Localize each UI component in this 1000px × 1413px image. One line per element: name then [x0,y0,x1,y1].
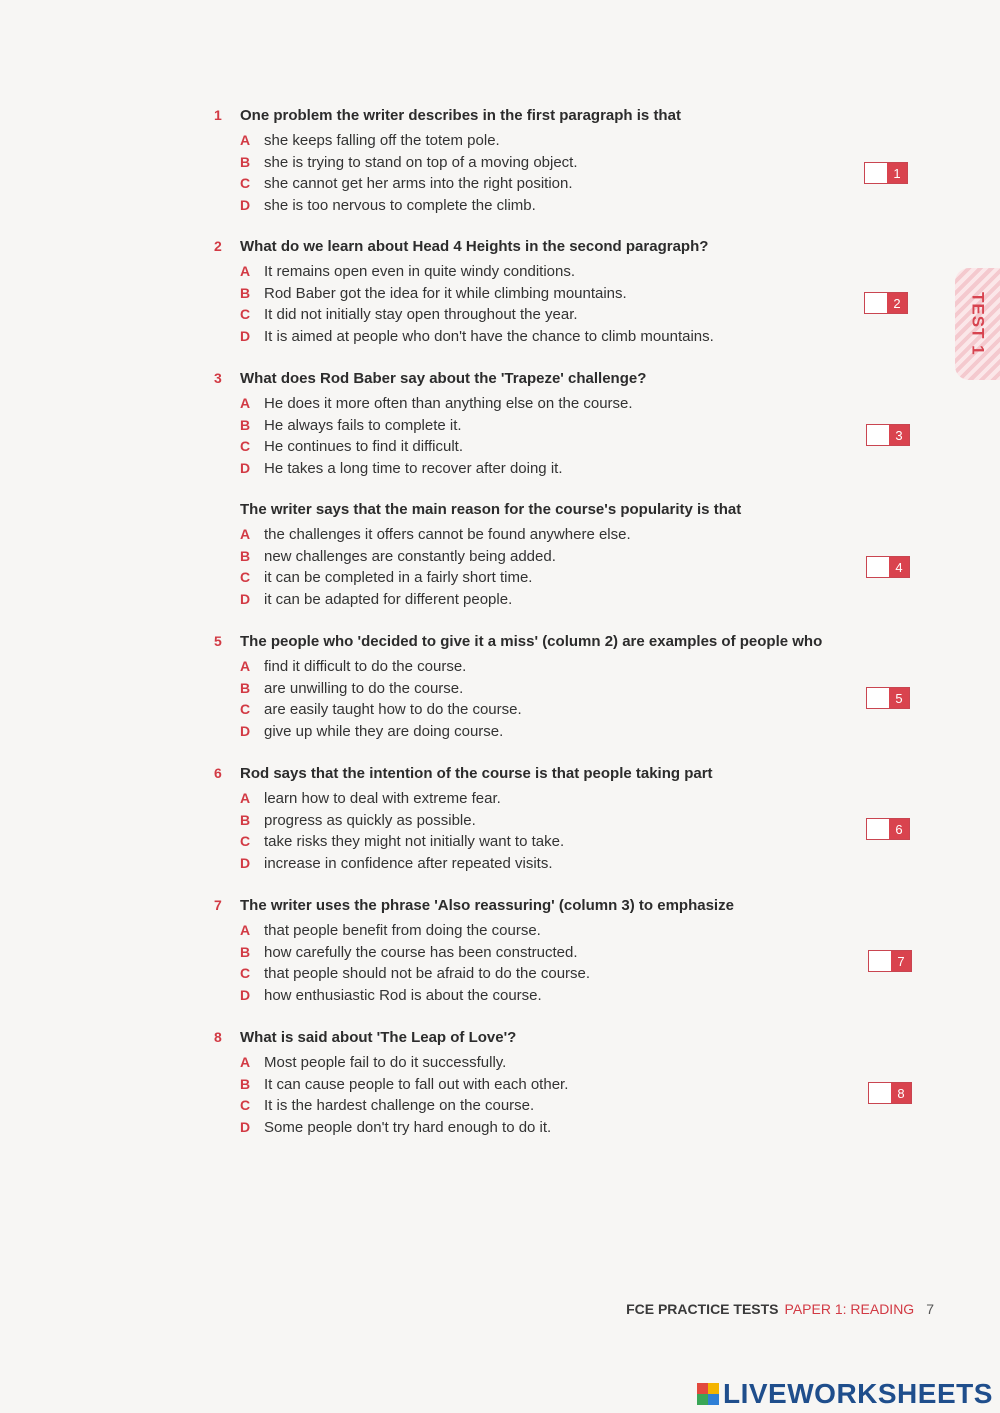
option-c [240,701,854,723]
option-letter: C [240,438,251,454]
option-list [214,132,854,218]
option-b [240,285,854,307]
option-text: how enthusiastic Rod is about the course. [264,986,542,1004]
option-d [240,591,854,613]
option-text: that people should not be afraid to do the course. [264,965,591,982]
option-text: are easily taught how to do the course. [264,701,522,718]
option-text: how carefully the course has been constructed. [264,943,578,961]
option-letter: A [240,922,251,938]
question-4 [214,501,854,612]
option-a [240,790,854,812]
answer-input-7[interactable] [869,951,891,971]
option-a [240,132,854,154]
option-text: Some people don't try hard enough to do it. [264,1118,552,1136]
answer-box-4 [866,556,910,578]
answer-box-7 [868,950,912,972]
option-d [240,855,854,877]
option-list [214,395,854,481]
question-number: 1 [214,107,222,123]
option-letter: C [240,175,251,191]
option-letter: D [240,196,251,213]
option-letter: B [240,1075,251,1092]
answer-box-5 [866,687,910,709]
question-stem [214,501,854,518]
option-list [214,263,854,349]
option-letter: C [240,306,251,322]
option-text: that people benefit from doing the course. [264,922,541,939]
answer-number-label: 8 [891,1083,911,1103]
option-letter: B [240,679,251,696]
option-c [240,965,854,987]
question-number: 2 [214,238,222,254]
side-tab-label: TEST 1 [968,292,988,356]
option-b [240,548,854,570]
option-letter: D [240,854,251,871]
option-letter: A [240,526,251,542]
option-letter: D [240,722,251,739]
answer-box-8 [868,1082,912,1104]
question-number: 5 [214,633,222,649]
option-list [214,922,854,1008]
question-text: The writer says that the main reason for the course's popularity is that [240,501,742,518]
option-text: He continues to find it difficult. [264,438,463,455]
question-5 [214,633,854,744]
question-number: 3 [214,370,222,386]
option-letter: B [240,943,251,960]
logo-square [697,1394,708,1405]
option-a [240,263,854,285]
question-text: The people who 'decided to give it a miss' (column 2) are examples of people who [240,633,823,650]
option-text: He takes a long time to recover after doing it. [264,459,563,477]
question-stem [214,897,854,914]
option-text: take risks they might not initially want to take. [264,833,565,850]
option-b [240,944,854,966]
option-a [240,922,854,944]
option-text: it can be completed in a fairly short time. [264,569,533,586]
logo-square [708,1394,719,1405]
answer-input-2[interactable] [865,293,887,313]
question-text: Rod says that the intention of the course is that people taking part [240,765,713,782]
option-letter: C [240,701,251,717]
question-stem [214,107,854,124]
option-text: increase in confidence after repeated visits. [264,854,553,872]
liveworksheets-brand [697,1378,993,1410]
option-text: give up while they are doing course. [264,722,504,740]
option-letter: B [240,284,251,301]
option-a [240,526,854,548]
option-letter: A [240,263,251,279]
question-number: 7 [214,897,222,913]
option-a [240,658,854,680]
option-list [214,1054,854,1140]
liveworksheets-logo-icon [697,1383,719,1405]
brand-text: LIVEWORKSHEETS [723,1378,993,1409]
option-list [214,790,854,876]
question-stem [214,1029,854,1046]
option-d [240,1119,854,1141]
option-text: she is too nervous to complete the climb. [264,196,536,214]
answer-number-label: 2 [887,293,907,313]
option-list [214,526,854,612]
option-d [240,460,854,482]
option-letter: A [240,790,251,806]
option-letter: A [240,132,251,148]
test-side-tab [955,268,1000,380]
option-text: she keeps falling off the totem pole. [264,132,500,149]
option-c [240,438,854,460]
answer-box-1 [864,162,908,184]
option-text: progress as quickly as possible. [264,811,476,829]
option-b [240,1076,854,1098]
option-d [240,987,854,1009]
option-d [240,723,854,745]
option-c [240,175,854,197]
answer-box-6 [866,818,910,840]
option-b [240,417,854,439]
option-letter: B [240,547,251,564]
question-1 [214,107,854,218]
option-text: Rod Baber got the idea for it while climbing mountains. [264,284,627,302]
option-text: It can cause people to fall out with each other. [264,1075,569,1093]
option-letter: C [240,1097,251,1113]
question-text: What do we learn about Head 4 Heights in the second paragraph? [240,238,709,255]
question-stem [214,238,854,255]
question-text: What does Rod Baber say about the 'Trapeze' challenge? [240,370,647,387]
question-stem [214,765,854,782]
answer-number-label: 4 [889,557,909,577]
question-8 [214,1029,854,1140]
option-text: it can be adapted for different people. [264,590,513,608]
question-2 [214,238,854,349]
option-text: learn how to deal with extreme fear. [264,790,501,807]
option-text: He always fails to complete it. [264,416,462,434]
answer-box-2 [864,292,908,314]
option-letter: C [240,569,251,585]
option-text: she is trying to stand on top of a moving object. [264,153,578,171]
option-list [214,658,854,744]
option-letter: B [240,416,251,433]
answer-number-label: 5 [889,688,909,708]
option-letter: A [240,395,251,411]
option-letter: A [240,658,251,674]
option-text: new challenges are constantly being added. [264,547,556,565]
answer-input-6[interactable] [867,819,889,839]
page-footer [626,1301,934,1317]
question-7 [214,897,854,1008]
option-b [240,680,854,702]
option-c [240,1097,854,1119]
option-letter: C [240,833,251,849]
answer-number-label: 1 [887,163,907,183]
option-c [240,833,854,855]
option-d [240,328,854,350]
answer-input-5[interactable] [867,688,889,708]
question-stem [214,370,854,387]
option-text: It is the hardest challenge on the course. [264,1097,535,1114]
option-text: find it difficult to do the course. [264,658,467,675]
question-stem [214,633,854,650]
logo-square [697,1383,708,1394]
question-3 [214,370,854,481]
question-text: What is said about 'The Leap of Love'? [240,1029,517,1046]
option-text: It is aimed at people who don't have the chance to climb mountains. [264,327,714,345]
option-c [240,306,854,328]
question-number: 8 [214,1029,222,1045]
answer-number-label: 3 [889,425,909,445]
option-letter: D [240,1118,251,1135]
option-letter: D [240,327,251,344]
question-number: 6 [214,765,222,781]
option-text: the challenges it offers cannot be found anywhere else. [264,526,631,543]
question-text: One problem the writer describes in the first paragraph is that [240,107,681,124]
option-a [240,395,854,417]
option-text: Most people fail to do it successfully. [264,1054,507,1071]
answer-input-3[interactable] [867,425,889,445]
question-text: The writer uses the phrase 'Also reassuring' (column 3) to emphasize [240,897,734,914]
option-letter: D [240,986,251,1003]
question-6 [214,765,854,876]
option-b [240,812,854,834]
option-letter: B [240,811,251,828]
option-text: It did not initially stay open throughout the year. [264,306,578,323]
option-text: He does it more often than anything else on the course. [264,395,633,412]
page-number: 7 [926,1301,934,1317]
option-letter: B [240,153,251,170]
option-a [240,1054,854,1076]
answer-input-4[interactable] [867,557,889,577]
option-letter: D [240,459,251,476]
answer-number-label: 6 [889,819,909,839]
answer-box-3 [866,424,910,446]
option-letter: D [240,590,251,607]
option-c [240,569,854,591]
option-letter: A [240,1054,251,1070]
option-text: she cannot get her arms into the right position. [264,175,573,192]
answer-input-8[interactable] [869,1083,891,1103]
footer-series: FCE PRACTICE TESTS [626,1301,779,1317]
option-text: It remains open even in quite windy conditions. [264,263,576,280]
option-text: are unwilling to do the course. [264,679,464,697]
logo-square [708,1383,719,1394]
option-d [240,197,854,219]
answer-number-label: 7 [891,951,911,971]
option-b [240,154,854,176]
answer-input-1[interactable] [865,163,887,183]
footer-paper: PAPER 1: READING [784,1301,915,1317]
option-letter: C [240,965,251,981]
